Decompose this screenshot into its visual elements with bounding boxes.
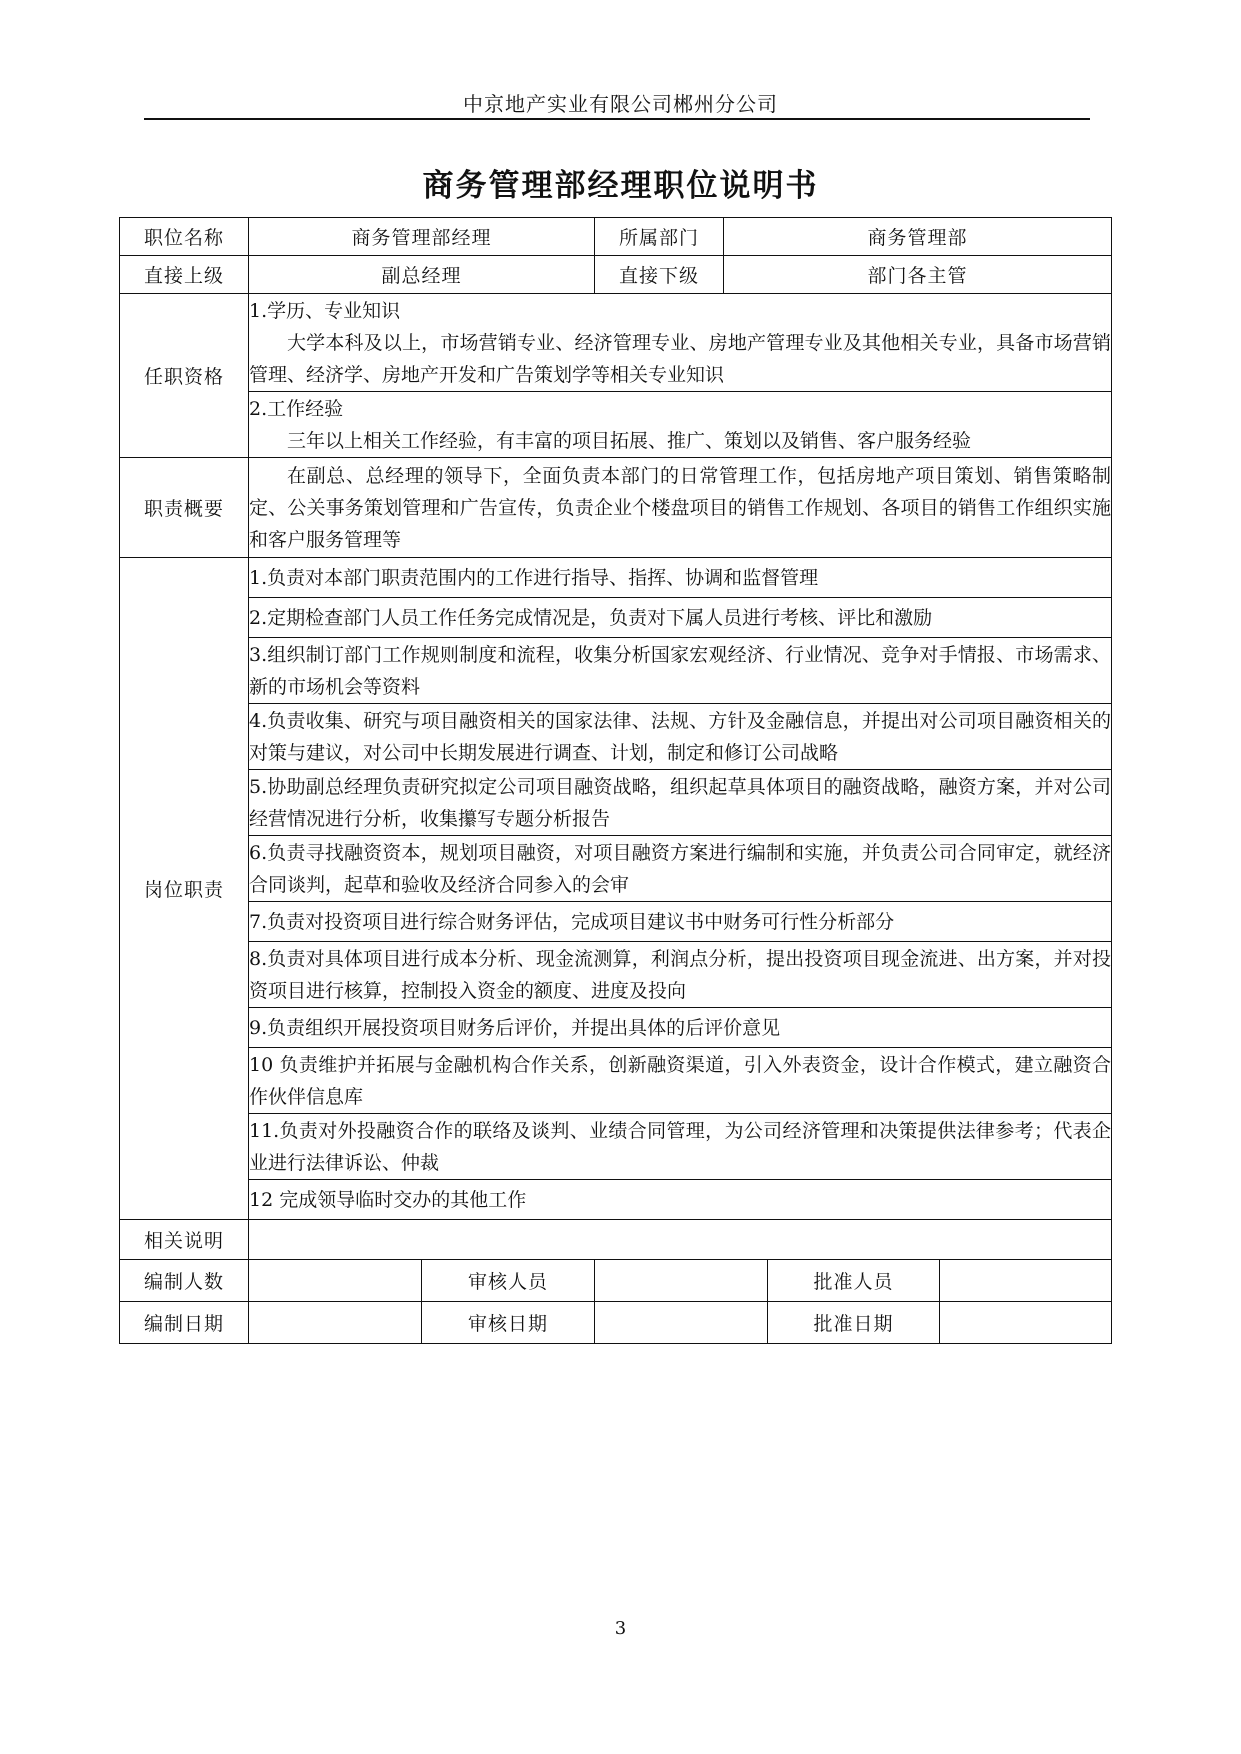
table-row [120,638,1112,704]
table-row [120,294,1112,392]
duty-item: 6.负责寻找融资资本，规划项目融资，对项目融资方案进行编制和实施，并负责公司合同审定，就经济合同谈判，起草和验收及经济合同参入的会审 [249,836,1112,902]
page-number: 3 [614,1618,627,1639]
header-rule [144,118,1090,120]
duty-item: 3.组织制订部门工作规则制度和流程，收集分析国家宏观经济、行业情况、竞争对手情报、市场需求、新的市场机会等资料 [249,638,1112,704]
table-row [120,598,1112,638]
review-date-value [595,1302,768,1344]
approver-value [940,1260,1112,1302]
table-row [120,1114,1112,1180]
table-row [120,1220,1112,1260]
notes-label: 相关说明 [120,1220,249,1260]
approve-date-value [940,1302,1112,1344]
duty-item: 8.负责对具体项目进行成本分析、现金流测算，利润点分析，提出投资项目现金流进、出方案，并对投资项目进行核算，控制投入资金的额度、进度及投向 [249,942,1112,1008]
department-value: 商务管理部 [724,218,1112,256]
duty-item: 12 完成领导临时交办的其他工作 [249,1180,1112,1220]
education-title: 1.学历、专业知识 [249,299,401,322]
table-row [120,770,1112,836]
duty-item: 7.负责对投资项目进行综合财务评估，完成项目建议书中财务可行性分析部分 [249,902,1112,942]
prep-date-value [249,1302,422,1344]
table-row [120,1302,1112,1344]
position-name-value: 商务管理部经理 [249,218,595,256]
notes-value [249,1220,1112,1260]
duty-item: 2.定期检查部门人员工作任务完成情况是，负责对下属人员进行考核、评比和激励 [249,598,1112,638]
table-row [120,392,1112,458]
job-description-table [119,217,1112,1344]
table-row [120,704,1112,770]
table-row [120,836,1112,902]
duty-item: 4.负责收集、研究与项目融资相关的国家法律、法规、方针及金融信息，并提出对公司项目融资相关的对策与建议，对公司中长期发展进行调查、计划，制定和修订公司战略 [249,704,1112,770]
subordinate-label: 直接下级 [595,256,724,294]
experience-title: 2.工作经验 [249,397,344,420]
duty-item: 9.负责组织开展投资项目财务后评价，并提出具体的后评价意见 [249,1008,1112,1048]
duty-item: 5.协助副总经理负责研究拟定公司项目融资战略，组织起草具体项目的融资战略，融资方案，并对公司经营情况进行分析，收集攥写专题分析报告 [249,770,1112,836]
experience-cell [249,392,1112,458]
summary-label: 职责概要 [120,458,249,558]
company-header: 中京地产实业有限公司郴州分公司 [463,92,778,116]
table-row [120,1048,1112,1114]
duty-item: 11.负责对外投融资合作的联络及谈判、业绩合同管理，为公司经济管理和决策提供法律参考；代表企业进行法律诉讼、仲裁 [249,1114,1112,1180]
duty-item: 10 负责维护并拓展与金融机构合作关系，创新融资渠道，引入外表资金，设计合作模式，建立融资合作伙伴信息库 [249,1048,1112,1114]
reviewer-value [595,1260,768,1302]
summary-text: 在副总、总经理的领导下，全面负责本部门的日常管理工作，包括房地产项目策划、销售策略制定、公关事务策划管理和广告宣传，负责企业个楼盘项目的销售工作规划、各项目的销售工作组织实施和客户服务管理等 [249,464,1112,551]
table-row [120,1180,1112,1220]
review-date-label: 审核日期 [422,1302,595,1344]
preparer-label: 编制人数 [120,1260,249,1302]
reviewer-label: 审核人员 [422,1260,595,1302]
table-row [120,902,1112,942]
table-row [120,458,1112,558]
duties-label: 岗位职责 [120,558,249,1220]
table-row [120,1008,1112,1048]
table-row [120,558,1112,598]
superior-value: 副总经理 [249,256,595,294]
subordinate-value: 部门各主管 [724,256,1112,294]
table-row [120,218,1112,256]
prep-date-label: 编制日期 [120,1302,249,1344]
table-row [120,256,1112,294]
department-label: 所属部门 [595,218,724,256]
qualification-label: 任职资格 [120,294,249,458]
superior-label: 直接上级 [120,256,249,294]
education-cell [249,294,1112,392]
table-row [120,1260,1112,1302]
table-row [120,942,1112,1008]
position-name-label: 职位名称 [120,218,249,256]
preparer-value [249,1260,422,1302]
document-title: 商务管理部经理职位说明书 [422,168,819,204]
approve-date-label: 批准日期 [768,1302,940,1344]
experience-text: 三年以上相关工作经验，有丰富的项目拓展、推广、策划以及销售、客户服务经验 [287,429,972,452]
summary-cell [249,458,1112,558]
duty-item: 1.负责对本部门职责范围内的工作进行指导、指挥、协调和监督管理 [249,558,1112,598]
education-text: 大学本科及以上，市场营销专业、经济管理专业、房地产管理专业及其他相关专业，具备市场营销管理、经济学、房地产开发和广告策划学等相关专业知识 [249,331,1112,386]
approver-label: 批准人员 [768,1260,940,1302]
